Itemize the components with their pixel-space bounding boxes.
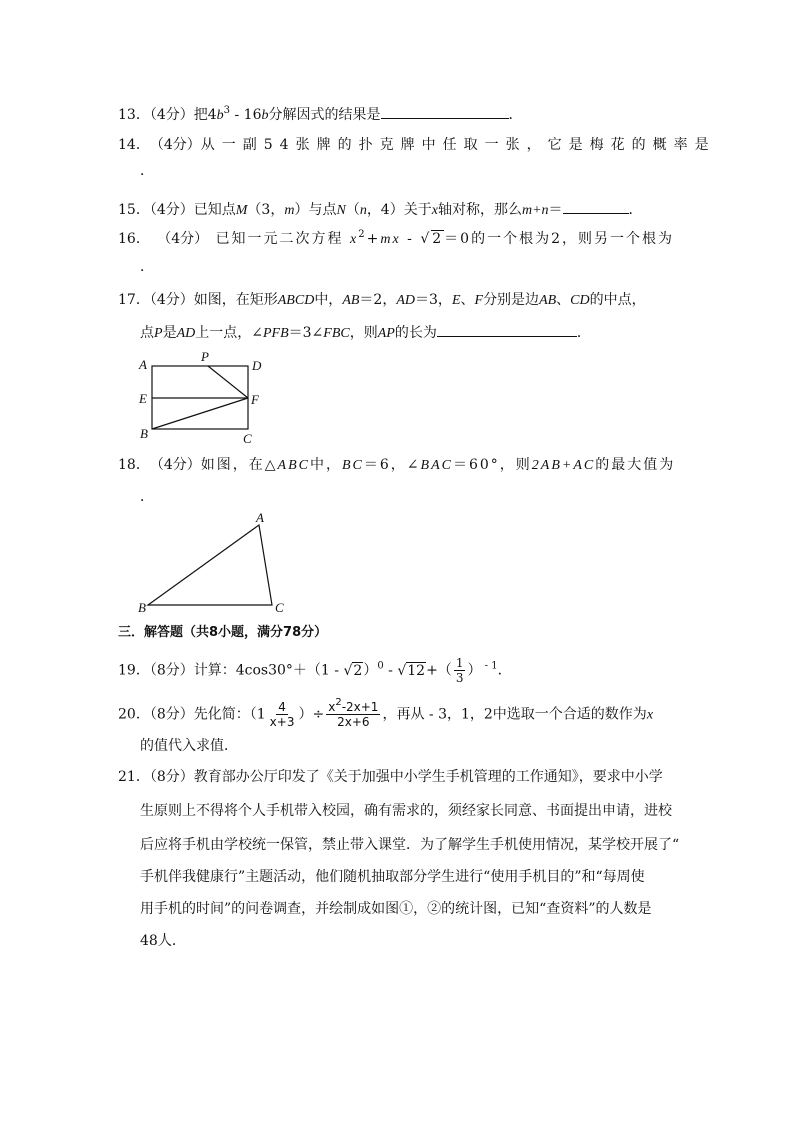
q20-t3: ，再从 - 3，1，2中选取一个合适的数作为 bbox=[382, 706, 647, 723]
q13-end: ． bbox=[508, 107, 523, 123]
q19-t2: ） bbox=[363, 662, 378, 679]
q20-t2: ）÷ bbox=[298, 706, 325, 723]
q16-points: （4分） bbox=[157, 231, 209, 247]
q21-line1: 教育部办公厅印发了《关于加强中小学生手机管理的工作通知》，要求中小学 bbox=[193, 769, 663, 785]
q19-t3: - bbox=[383, 662, 398, 679]
q20-x: x bbox=[646, 707, 654, 723]
q20-frac2-x: x bbox=[328, 700, 336, 714]
q17-e: E bbox=[451, 293, 461, 308]
q20-frac1-num: 4 bbox=[278, 700, 286, 714]
question-18 bbox=[118, 456, 674, 475]
q17-fbc: FBC bbox=[323, 326, 350, 341]
q15-text3: ）与点 bbox=[294, 202, 337, 218]
q21-number: 21． bbox=[118, 769, 150, 785]
q15-end: ． bbox=[628, 202, 643, 218]
q21-line4: 手机伴我健康行”主题活动，他们随机抽取部分学生进行“使用手机目的”和“每周使 bbox=[140, 869, 645, 885]
q17-t2: 中， bbox=[314, 292, 343, 308]
q13-text2: 分解因式的结果是 bbox=[268, 107, 381, 123]
q14-points: （4分） bbox=[149, 137, 201, 153]
q20-frac2-rest: -2x+1 bbox=[341, 700, 379, 714]
q18-t3: ＝6，∠ bbox=[363, 457, 421, 473]
q17-label-p: P bbox=[201, 349, 209, 364]
q17-t5: 、 bbox=[460, 292, 475, 308]
q17-l2f: 的长为 bbox=[394, 325, 437, 341]
q16-t1: 已知一元二次方程 bbox=[215, 231, 344, 247]
q18-t4: ＝60°，则 bbox=[452, 457, 532, 473]
q17-points: （4分） bbox=[149, 292, 194, 308]
q17-l2d: ＝3∠ bbox=[288, 325, 324, 341]
q16-mx: mx bbox=[380, 232, 401, 247]
q17-cd: CD bbox=[570, 293, 590, 308]
q16-radicand: 2 bbox=[432, 231, 444, 247]
q19-points: （8分） bbox=[149, 662, 194, 679]
q21-line6: 48人． bbox=[140, 933, 186, 949]
q18-label-a: A bbox=[256, 510, 264, 525]
q17-label-c: C bbox=[243, 431, 252, 446]
q15-text6: 轴对称，那么 bbox=[437, 202, 522, 218]
q17-ap: AP bbox=[377, 326, 395, 341]
q14-text: 从一副54张牌的扑克牌中任取一张，它是梅花的概率是 bbox=[200, 137, 716, 153]
q21-line3: 后应将手机由学校统一保管，禁止带入课堂．为了解学生手机使用情况，某学校开展了“ bbox=[140, 837, 680, 853]
q18-t5: 的最大值为 bbox=[595, 457, 676, 473]
q15-text: 已知点 bbox=[193, 202, 236, 218]
q17-label-a: A bbox=[139, 357, 147, 372]
q17-p: P bbox=[154, 326, 163, 341]
q15-mn: m+n bbox=[521, 203, 549, 218]
q15-text2: （3， bbox=[247, 202, 285, 218]
q19-exp-neg1: - 1 bbox=[481, 660, 498, 672]
q18-bac: BAC bbox=[420, 458, 453, 473]
q17-pfb: PFB bbox=[262, 326, 289, 341]
q18-number: 18． bbox=[118, 457, 150, 473]
q16-t2: ＝0的一个根为2，则另一个根为 bbox=[444, 231, 674, 247]
q13-var: b bbox=[216, 108, 224, 123]
q13-points: （4分） bbox=[149, 107, 194, 123]
q17-ab2: AB bbox=[539, 293, 557, 308]
q17-number: 17． bbox=[118, 292, 150, 308]
q15-points: （4分） bbox=[149, 202, 194, 218]
q20-line2: 的值代入求值． bbox=[140, 738, 238, 754]
q19-t1: 计算：4cos30°＋（1 - bbox=[193, 662, 344, 679]
q19-number: 19． bbox=[118, 662, 150, 679]
q21-line2: 生原则上不得将个人手机带入校园，确有需求的，须经家长同意、书面提出申请，进校 bbox=[140, 803, 672, 819]
question-20 bbox=[118, 697, 654, 729]
q17-ad2: AD bbox=[176, 326, 196, 341]
q16-number: 16． bbox=[118, 231, 150, 247]
q20-points: （8分） bbox=[149, 706, 194, 723]
q15-m: m bbox=[284, 203, 295, 218]
q17-segment-pf bbox=[208, 366, 248, 398]
q17-t6: 分别是边 bbox=[483, 292, 540, 308]
q16-x: x bbox=[350, 232, 359, 247]
q18-triangle bbox=[148, 525, 272, 605]
q15-number: 15． bbox=[118, 202, 150, 218]
q19-frac-den: 3 bbox=[455, 671, 464, 685]
q17-l2e: ，则 bbox=[349, 325, 378, 341]
question-19 bbox=[118, 656, 512, 685]
q21-points: （8分） bbox=[149, 769, 194, 785]
q16-sqrt: √2 bbox=[420, 231, 444, 247]
q19-frac-num: 1 bbox=[455, 656, 464, 670]
q18-label-b: B bbox=[138, 600, 146, 615]
q17-l2b: 是 bbox=[162, 325, 177, 341]
q13-var2: b bbox=[261, 108, 269, 123]
q17-t1: 如图，在矩形 bbox=[193, 292, 278, 308]
q19-exp-0: 0 bbox=[377, 660, 384, 672]
q17-label-b: B bbox=[140, 426, 148, 441]
q18-t2: 中， bbox=[309, 457, 342, 473]
q18-end: ． bbox=[140, 489, 154, 505]
q19-end: ． bbox=[497, 662, 512, 679]
q17-abcd: ABCD bbox=[277, 293, 315, 308]
q19-t4: +（ bbox=[426, 662, 452, 679]
q14-end: ． bbox=[140, 163, 154, 179]
q19-radicand-2: 12 bbox=[407, 662, 426, 679]
q19-radicand-1: 2 bbox=[353, 662, 363, 679]
q18-expr: 2AB+AC bbox=[531, 458, 596, 473]
q17-label-e: E bbox=[139, 391, 147, 406]
section-3-heading: 三．解答题（共8小题，满分78分） bbox=[118, 625, 328, 640]
q18-points: （4分） bbox=[149, 457, 201, 473]
q20-frac2-num bbox=[326, 697, 380, 715]
q19-fraction bbox=[454, 656, 466, 685]
q13-coef: 4 bbox=[207, 107, 217, 123]
q16-plus: + bbox=[366, 231, 381, 247]
question-21 bbox=[118, 768, 663, 786]
q18-text bbox=[201, 456, 676, 475]
q17-t8: 的中点， bbox=[589, 292, 646, 308]
q19-sqrt-12: √12 bbox=[397, 662, 426, 679]
q18-abc: ABC bbox=[277, 458, 310, 473]
q17-label-d: D bbox=[252, 358, 262, 373]
q17-label-f: F bbox=[251, 392, 259, 407]
q17-t3: ＝2， bbox=[359, 292, 397, 308]
q18-label-c: C bbox=[275, 600, 284, 615]
q15-n: n bbox=[359, 203, 367, 218]
q13-term: - 16 bbox=[230, 107, 262, 123]
q13-number: 13． bbox=[118, 107, 150, 123]
q17-f: F bbox=[474, 293, 484, 308]
q17-l2a: 点 bbox=[140, 325, 154, 341]
q14-number: 14． bbox=[118, 137, 150, 153]
q17-end: ． bbox=[576, 325, 591, 341]
q19-sqrt-2: √2 bbox=[343, 662, 363, 679]
q18-bc: BC bbox=[341, 458, 364, 473]
q15-N: N bbox=[336, 203, 346, 218]
q17-t7: 、 bbox=[556, 292, 571, 308]
q16-end: ． bbox=[140, 259, 154, 275]
q15-M: M bbox=[235, 203, 248, 218]
q20-frac2-den: 2x+6 bbox=[337, 715, 370, 729]
q15-text4: （ bbox=[345, 202, 360, 218]
q13-text: 把 bbox=[193, 107, 208, 123]
q20-frac1-den: x+3 bbox=[269, 715, 295, 729]
q17-ab: AB bbox=[342, 293, 360, 308]
q17-l2c: 上一点，∠ bbox=[195, 325, 263, 341]
q15-text5: ，4）关于 bbox=[366, 202, 432, 218]
q21-line5: 用手机的时间”的问卷调查，并绘制成如图①，②的统计图，已知“查资料”的人数是 bbox=[140, 901, 652, 917]
q13-exp: 3 bbox=[223, 105, 231, 116]
q20-t1: 先化简：（1 bbox=[193, 706, 266, 723]
q16-exp: 2 bbox=[358, 229, 367, 240]
q15-text7: ＝ bbox=[548, 202, 563, 218]
q15-x: x bbox=[431, 203, 438, 218]
q16-minus: - bbox=[400, 231, 421, 247]
q20-frac2-exp: 2 bbox=[335, 697, 342, 708]
q17-segment-bf bbox=[152, 398, 248, 429]
q19-t5: ） bbox=[467, 662, 482, 679]
q20-fraction-2 bbox=[326, 697, 380, 729]
q17-t4: ＝3， bbox=[415, 292, 452, 308]
q17-ad: AD bbox=[396, 293, 416, 308]
q18-t1: 如图，在△ bbox=[200, 457, 278, 473]
q20-fraction-1 bbox=[268, 700, 297, 729]
q20-number: 20． bbox=[118, 706, 150, 723]
